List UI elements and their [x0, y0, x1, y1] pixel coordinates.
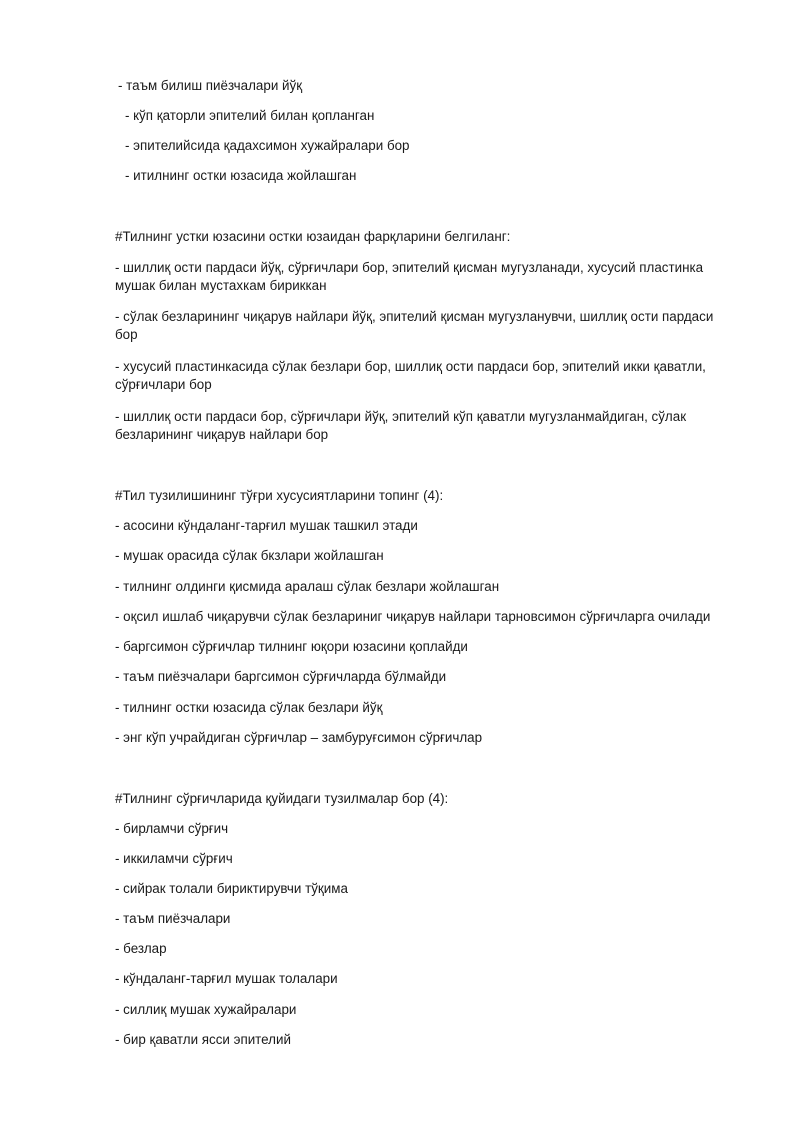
list-item: - кўп қаторли эпителий билан қопланган	[125, 108, 375, 123]
answer-option: - безлар	[115, 941, 167, 956]
list-item: - итилнинг остки юзасида жойлашган	[125, 168, 357, 183]
answer-option: - бирламчи сўрғич	[115, 821, 229, 836]
answer-option: - асосини кўндаланг-тарғил мушак ташкил этади	[115, 518, 418, 533]
answer-option: - шиллиқ ости пардаси бор, сўрғичлари йўқ, эпителий кўп қаватли мугузланмайдиган, сўлак безларининг чиқарув найлари бор	[115, 409, 687, 442]
answer-option: - оқсил ишлаб чиқарувчи сўлак безлариниг чиқарув найлари тарновсимон сўрғичларга очилади	[115, 609, 711, 624]
answer-option: - иккиламчи сўрғич	[115, 851, 233, 866]
question-heading: #Тилнинг сўрғичларида қуйидаги тузилмалар бор (4):	[115, 791, 449, 806]
answer-option: - таъм пиёзчалари	[115, 911, 231, 926]
answer-option: - хусусий пластинкасида сўлак безлари бор, шиллиқ ости пардаси бор, эпителий икки қаватли, сўрғичлари бор	[115, 359, 706, 392]
question-heading: #Тил тузилишининг тўғри хусусиятларини топинг (4):	[115, 488, 444, 503]
answer-option: - сийрак толали бириктирувчи тўқима	[115, 881, 348, 896]
answer-option: - таъм пиёзчалари баргсимон сўрғичларда бўлмайди	[115, 669, 447, 684]
question-heading: #Тилнинг устки юзасини остки юзаидан фарқларини белгиланг:	[115, 229, 511, 244]
list-item: - таъм билиш пиёзчалари йўқ	[118, 78, 303, 93]
answer-option: - шиллиқ ости пардаси йўқ, сўрғичлари бор, эпителий қисман мугузланади, хусусий пластинка мушак билан мустахкам бириккан	[115, 260, 704, 293]
answer-option: - тилнинг остки юзасида сўлак безлари йўқ	[115, 700, 383, 715]
list-item: - эпителийсида қадахсимон хужайралари бор	[125, 138, 410, 153]
answer-option: - баргсимон сўрғичлар тилнинг юқори юзасини қоплайди	[115, 639, 468, 654]
answer-option: - тилнинг олдинги қисмида аралаш сўлак безлари жойлашган	[115, 579, 500, 594]
answer-option: - энг кўп учрайдиган сўрғичлар – замбуруғсимон сўрғичлар	[115, 730, 483, 745]
answer-option: - силлиқ мушак хужайралари	[115, 1002, 297, 1017]
answer-option: - мушак орасида сўлак бкзлари жойлашган	[115, 548, 384, 563]
answer-option: - бир қаватли ясси эпителий	[115, 1032, 291, 1047]
answer-option: - кўндаланг-тарғил мушак толалари	[115, 971, 338, 986]
answer-option: - сўлак безларининг чиқарув найлари йўқ, эпителий қисман мугузланувчи, шиллиқ ости пардаси бор	[115, 309, 714, 342]
